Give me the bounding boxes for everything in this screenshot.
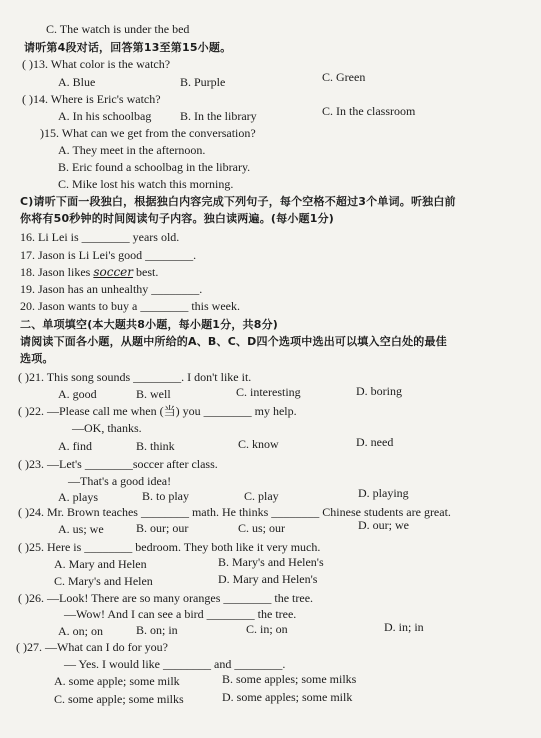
question-17: 17. Jason is Li Lei's good ________.	[20, 248, 197, 262]
question-14: ( )14. Where is Eric's watch?	[22, 92, 161, 106]
option-12c: C. The watch is under the bed	[46, 22, 190, 36]
option-26c: C. in; on	[246, 622, 288, 636]
option-21c: C. interesting	[236, 385, 301, 399]
question-13: ( )13. What color is the watch?	[22, 57, 171, 71]
question-26: ( )26. —Look! There are so many oranges ________ the tree.	[18, 591, 314, 605]
option-26d: D. in; in	[384, 620, 424, 634]
question-22: ( )22. —Please call me when (当) you ________ my help.	[18, 404, 297, 418]
option-27b: B. some apples; some milks	[222, 672, 357, 686]
option-23c: C. play	[244, 489, 279, 503]
option-21a: A. good	[58, 387, 97, 401]
option-21d: D. boring	[356, 384, 402, 398]
option-15b: B. Eric found a schoolbag in the library.	[58, 160, 251, 174]
question-22-reply: —OK, thanks.	[72, 421, 142, 435]
question-18-end: best.	[136, 265, 159, 279]
option-14c: C. In the classroom	[322, 104, 416, 118]
option-22a: A. find	[58, 439, 92, 453]
section-2-instruction-end: 选项。	[20, 352, 54, 365]
option-15c: C. Mike lost his watch this morning.	[58, 177, 234, 191]
question-19: 19. Jason has an unhealthy ________.	[20, 282, 203, 296]
section-c-instruction-1: C)请听下面一段独白，根据独白内容完成下列句子，每个空格不超过3个单词。听独白前	[20, 195, 456, 208]
option-22b: B. think	[136, 439, 175, 453]
question-25: ( )25. Here is ________ bedroom. They both like it very much.	[18, 540, 321, 554]
option-15a: A. They meet in the afternoon.	[58, 143, 206, 157]
option-23b: B. to play	[142, 489, 189, 503]
option-24d: D. our; we	[358, 518, 409, 532]
option-21b: B. well	[136, 387, 171, 401]
option-13a: A. Blue	[58, 75, 96, 89]
question-27-reply: — Yes. I would like ________ and ________.	[64, 657, 286, 671]
question-27: ( )27. —What can I do for you?	[16, 640, 168, 654]
option-14b: B. In the library	[180, 109, 257, 123]
option-27d: D. some apples; some milk	[222, 690, 353, 704]
option-27c: C. some apple; some milks	[54, 692, 184, 706]
section-2-instruction: 请阅读下面各小题，从题中所给的A、B、C、D四个选项中选出可以填入空白处的最佳	[20, 335, 447, 348]
question-16: 16. Li Lei is ________ years old.	[20, 230, 180, 244]
question-15: )15. What can we get from the conversation?	[40, 126, 256, 140]
question-18-text: 18. Jason likes	[20, 265, 91, 279]
question-18	[20, 265, 158, 280]
option-22d: D. need	[356, 435, 394, 449]
question-24: ( )24. Mr. Brown teaches ________ math. He thinks ________ Chinese students are great.	[18, 505, 451, 519]
option-14a: A. In his schoolbag	[58, 109, 152, 123]
option-25a: A. Mary and Helen	[54, 557, 147, 571]
option-25d: D. Mary and Helen's	[218, 572, 318, 586]
section-instruction-dialogue-4: 请听第4段对话，回答第13至第15小题。	[24, 41, 232, 54]
option-23d: D. playing	[358, 486, 409, 500]
option-26a: A. on; on	[58, 624, 103, 638]
option-24c: C. us; our	[238, 521, 286, 535]
option-26b: B. on; in	[136, 623, 178, 637]
option-25c: C. Mary's and Helen	[54, 574, 153, 588]
option-27a: A. some apple; some milk	[54, 674, 180, 688]
option-25b: B. Mary's and Helen's	[218, 555, 324, 569]
option-24a: A. us; we	[58, 522, 104, 536]
question-23: ( )23. —Let's ________soccer after class.	[18, 457, 218, 471]
question-23-reply: —That's a good idea!	[68, 474, 172, 488]
option-24b: B. our; our	[136, 521, 189, 535]
question-26-reply: —Wow! And I can see a bird ________ the tree.	[64, 607, 297, 621]
option-13b: B. Purple	[180, 75, 226, 89]
section-2-heading: 二、单项填空(本大题共8小题，每小题1分，共8分)	[20, 318, 279, 331]
option-22c: C. know	[238, 437, 279, 451]
option-23a: A. plays	[58, 490, 98, 504]
option-13c: C. Green	[322, 70, 366, 84]
section-c-instruction-2: 你将有50秒钟的时间阅读句子内容。独白读两遍。(每小题1分)	[20, 212, 335, 225]
handwritten-answer-18: soccer	[93, 265, 134, 279]
question-20: 20. Jason wants to buy a ________ this week.	[20, 299, 240, 313]
question-21: ( )21. This song sounds ________. I don't like it.	[18, 370, 252, 384]
